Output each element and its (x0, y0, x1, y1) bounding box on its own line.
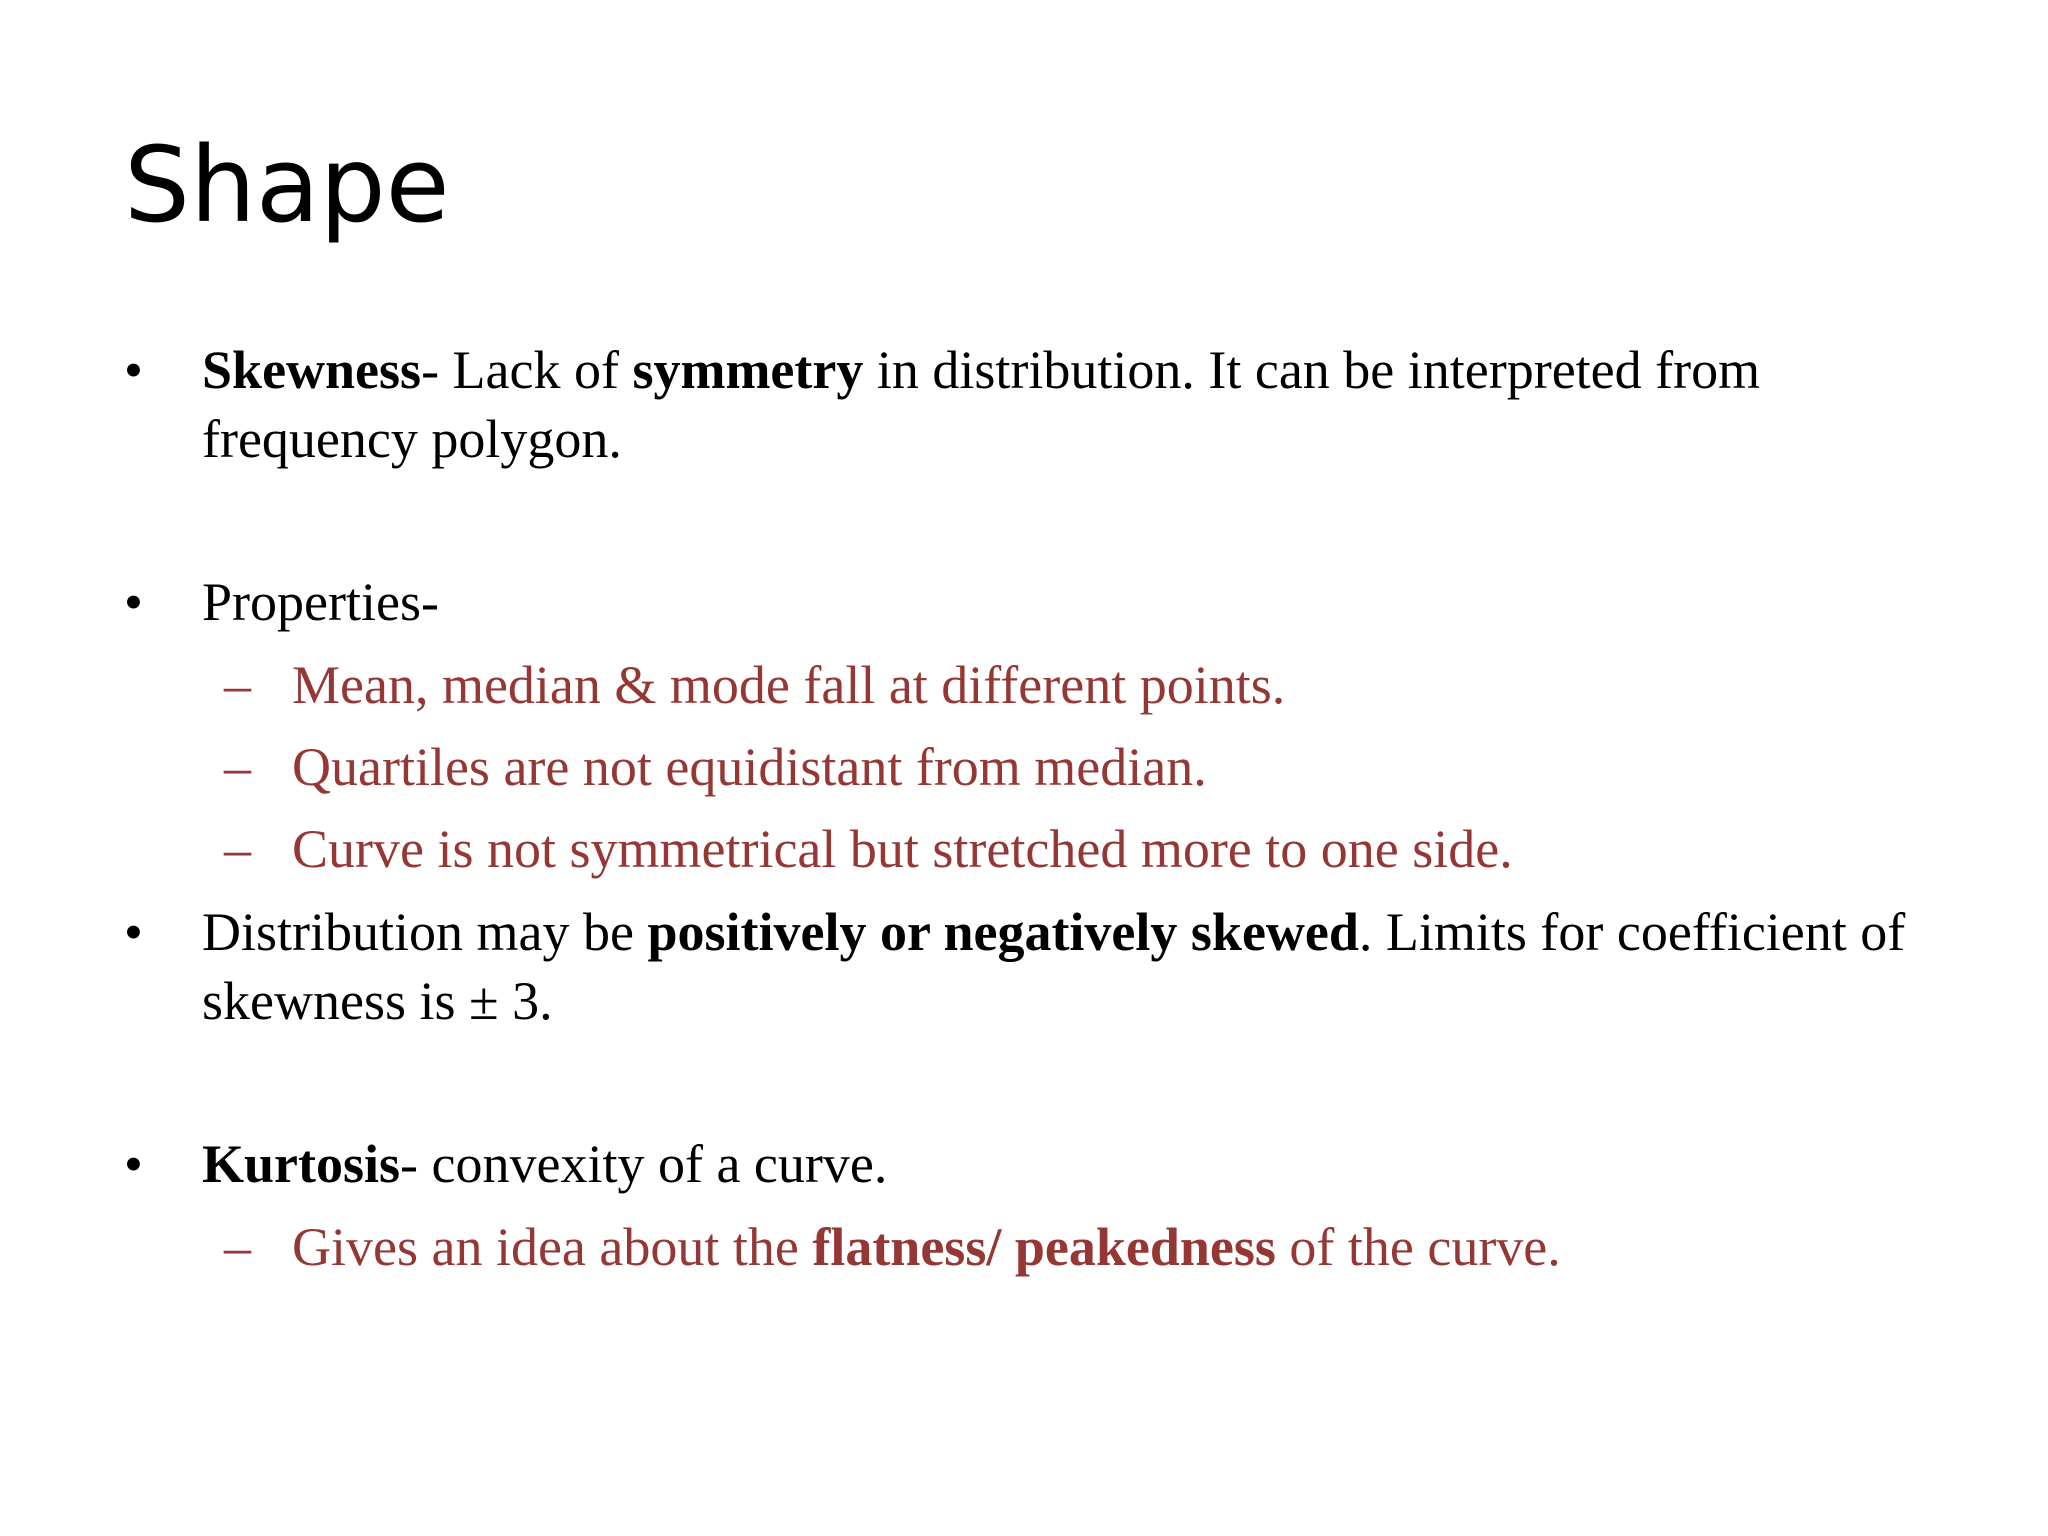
kurtosis-term: Kurtosis (202, 1134, 401, 1194)
dash-mark: – (224, 655, 251, 715)
dash-mark: – (224, 819, 251, 879)
bullet-mark: • (124, 572, 143, 632)
property-item (124, 733, 1924, 802)
bullet-properties (124, 568, 1924, 637)
kurtosis-sub-pre: Gives an idea about the (292, 1217, 813, 1277)
flatness-peakedness-term: flatness/ peakedness (812, 1217, 1276, 1277)
bullet-mark: • (124, 340, 143, 400)
skew-types: positively or negatively skewed (647, 902, 1359, 962)
distribution-pre: Distribution may be (202, 902, 648, 962)
bullet-distribution (124, 898, 1924, 1036)
bullet-mark: • (124, 902, 143, 962)
kurtosis-item (124, 1213, 1924, 1282)
skewness-rest: in distribution. It can be interpreted from frequency polygon. (202, 340, 1761, 469)
bullet-skewness (124, 336, 1924, 474)
property-text: Quartiles are not equidistant from median. (292, 737, 1207, 797)
skewness-term: Skewness (202, 340, 422, 400)
symmetry-term: symmetry (632, 340, 864, 400)
bullet-kurtosis (124, 1130, 1924, 1199)
property-item (124, 651, 1924, 720)
slide-title: Shape (124, 124, 450, 246)
distribution-post: . Limits for coefficient of skewness is ± 3. (202, 902, 1906, 1031)
dash-mark: – (224, 1217, 251, 1277)
property-item (124, 815, 1924, 884)
dash-mark: – (224, 737, 251, 797)
property-text: Curve is not symmetrical but stretched more to one side. (292, 819, 1513, 879)
bullet-mark: • (124, 1134, 143, 1194)
kurtosis-rest: - convexity of a curve. (400, 1134, 888, 1194)
property-text: Mean, median & mode fall at different points. (292, 655, 1286, 715)
kurtosis-sub-post: of the curve. (1275, 1217, 1561, 1277)
skewness-sep: - Lack of (421, 340, 633, 400)
properties-label: Properties- (202, 572, 439, 632)
slide-body (124, 336, 1924, 1282)
